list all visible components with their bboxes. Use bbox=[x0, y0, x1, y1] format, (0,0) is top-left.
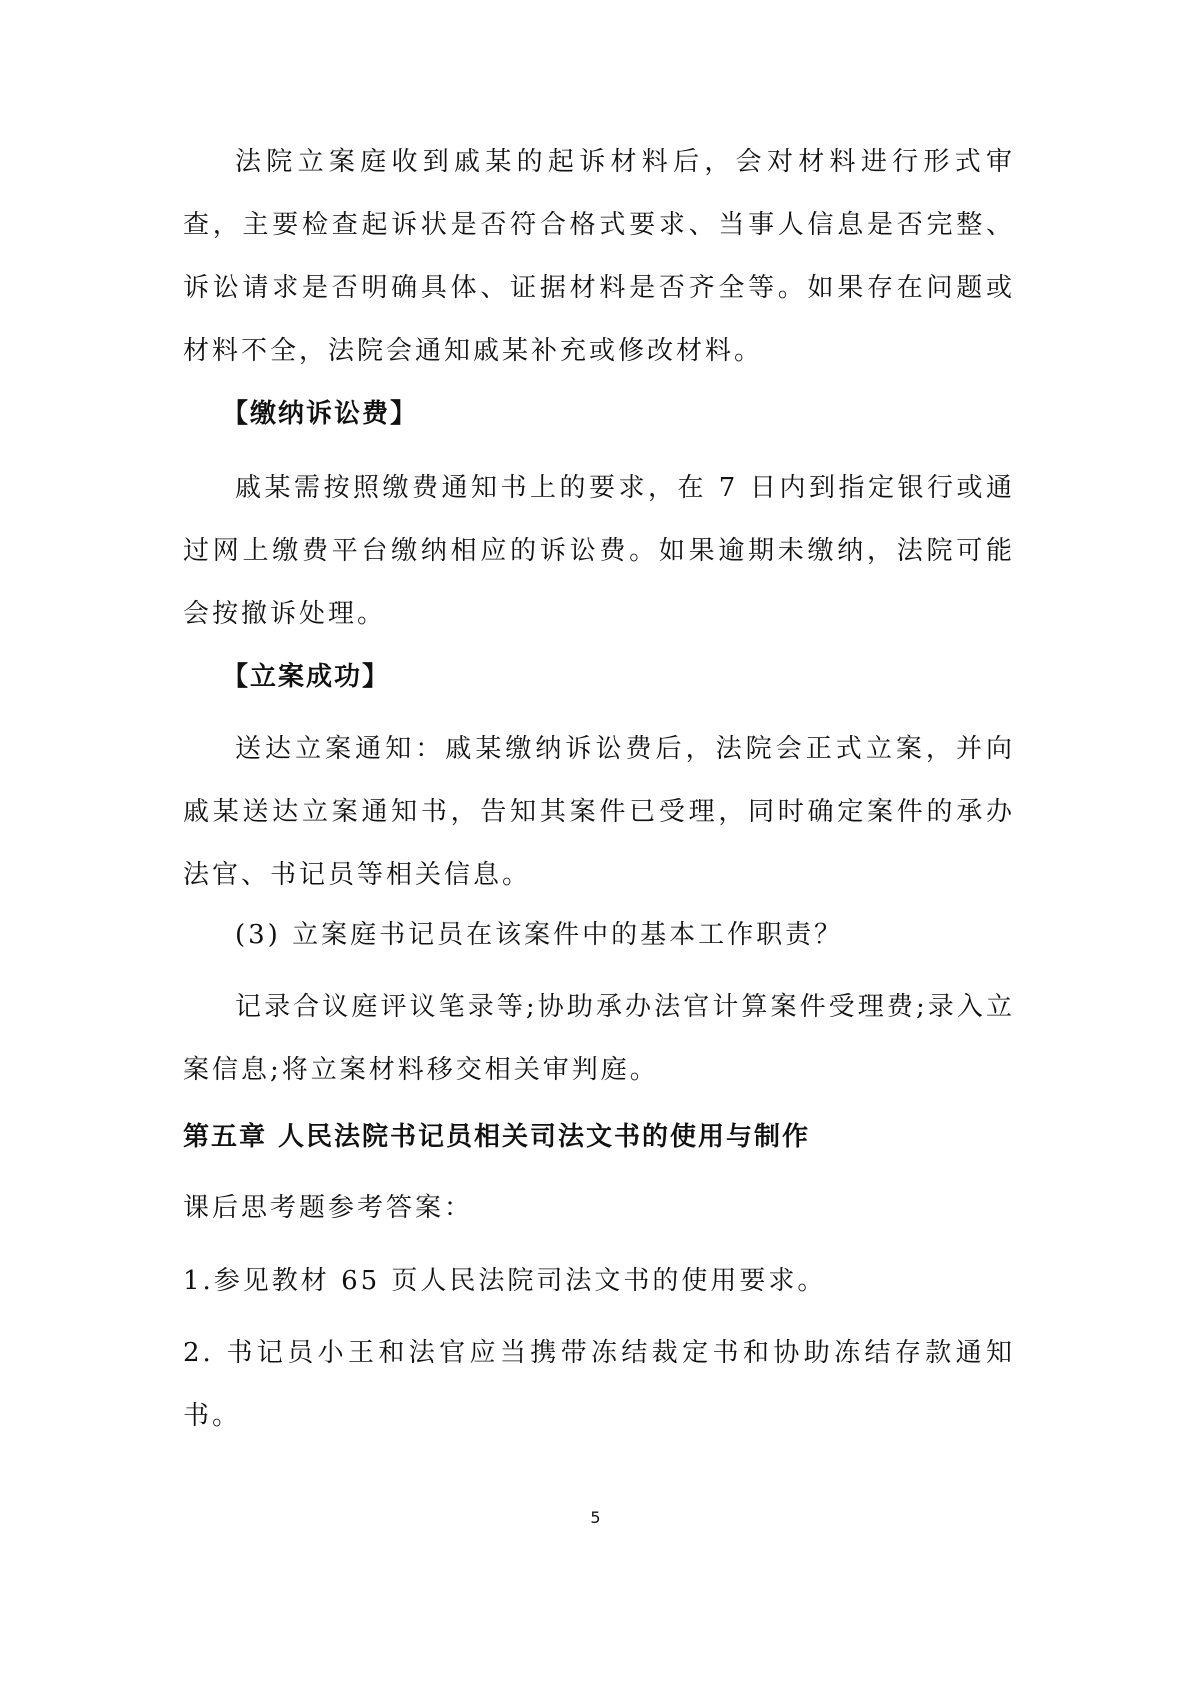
heading-pay-litigation-fee: 【缴纳诉讼费】 bbox=[222, 399, 419, 429]
page-number: 5 bbox=[590, 1508, 601, 1527]
chapter-title: 第五章 人民法院书记员相关司法文书的使用与制作 bbox=[183, 1122, 811, 1152]
paragraph-formal-review: 法院立案庭收到戚某的起诉材料后，会对材料进行形式审查，主要检查起诉状是否符合格式要求、当事人信息是否完整、诉讼请求是否明确具体、证据材料是否齐全等。如果存在问题或材料不全，法院会通知戚某补充或修改材料。 bbox=[183, 147, 1015, 366]
paragraph-answer-1: 1.参见教材 65 页人民法院司法文书的使用要求。 bbox=[183, 1266, 827, 1296]
heading-case-filed: 【立案成功】 bbox=[222, 662, 391, 692]
paragraph-answers-intro: 课后思考题参考答案： bbox=[183, 1193, 474, 1223]
paragraph-filing-notice: 送达立案通知：戚某缴纳诉讼费后，法院会正式立案，并向戚某送达立案通知书，告知其案件已受理，同时确定案件的承办法官、书记员等相关信息。 bbox=[183, 734, 1015, 890]
paragraph-answer-2: 2. 书记员小王和法官应当携带冻结裁定书和协助冻结存款通知书。 bbox=[183, 1338, 1015, 1431]
paragraph-pay-fee: 戚某需按照缴费通知书上的要求，在 7 日内到指定银行或通过网上缴费平台缴纳相应的诉讼费。如果逾期未缴纳，法院可能会按撤诉处理。 bbox=[183, 473, 1015, 629]
paragraph-clerk-duties: 记录合议庭评议笔录等;协助承办法官计算案件受理费;录入立案信息;将立案材料移交相关审判庭。 bbox=[183, 992, 1015, 1085]
paragraph-question-3: (3) 立案庭书记员在该案件中的基本工作职责？ bbox=[235, 920, 844, 950]
